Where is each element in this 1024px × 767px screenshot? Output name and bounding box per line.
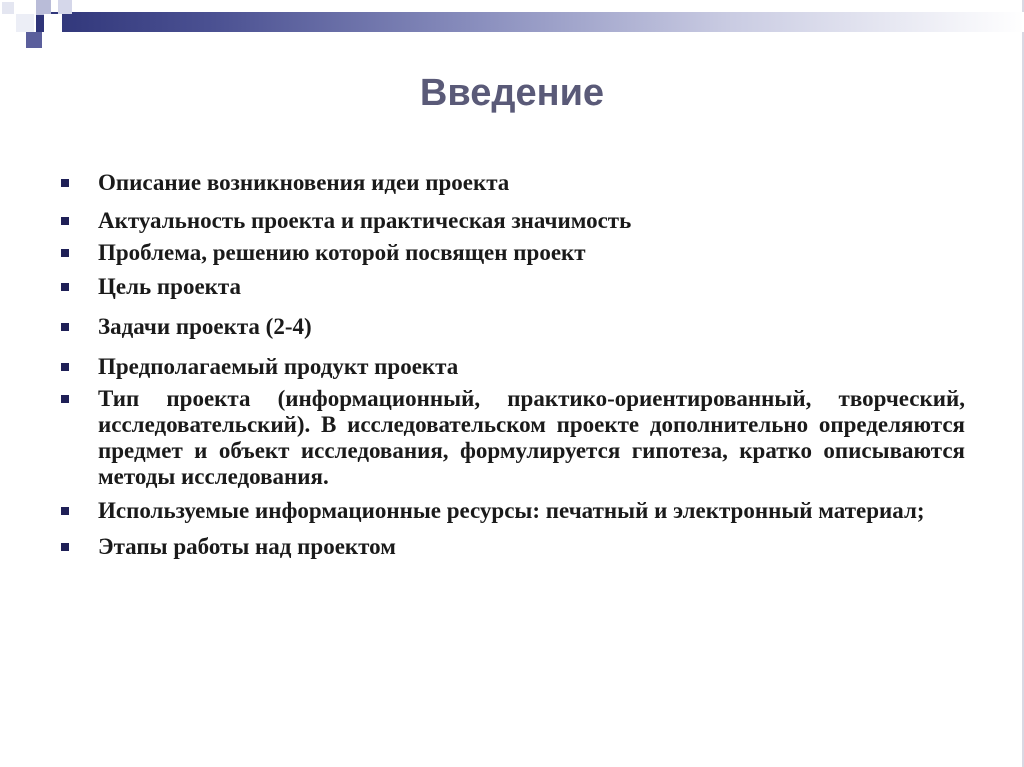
- decorative-square: [2, 2, 14, 14]
- list-item-text: Описание возникновения идеи проекта: [98, 170, 510, 195]
- square-bullet-icon: [61, 323, 69, 331]
- list-item: [60, 498, 965, 524]
- list-item: [60, 170, 965, 196]
- square-bullet-icon: [61, 179, 69, 187]
- list-item: [60, 208, 965, 234]
- header-gradient-bar: [36, 12, 1024, 32]
- square-bullet-icon: [61, 543, 69, 551]
- decorative-square: [58, 0, 72, 14]
- square-bullet-icon: [61, 217, 69, 225]
- list-item: [60, 240, 965, 266]
- list-item: [60, 534, 965, 560]
- list-item: [60, 314, 965, 340]
- list-item-text: Предполагаемый продукт проекта: [98, 354, 459, 379]
- list-item: [60, 354, 965, 380]
- decorative-square: [44, 14, 62, 32]
- list-item-text: Тип проекта (информационный, практико-ориентированный, творческий, исследовательский). В исследовательском проекте дополнительно определяются предмет и объект исследования, формулируется гипотеза, кратко описываются методы исследования.: [98, 386, 965, 489]
- square-bullet-icon: [61, 249, 69, 257]
- list-item-text: Используемые информационные ресурсы: печатный и электронный материал;: [98, 498, 925, 523]
- square-bullet-icon: [61, 363, 69, 371]
- list-item-text: Задачи проекта (2-4): [98, 314, 312, 339]
- list-item-text: Цель проекта: [98, 274, 241, 299]
- square-bullet-icon: [61, 395, 69, 403]
- slide-title: Введение: [419, 72, 605, 114]
- list-item-text: Этапы работы над проектом: [98, 534, 396, 559]
- square-bullet-icon: [61, 283, 69, 291]
- square-bullet-icon: [61, 507, 69, 515]
- list-item-text: Проблема, решению которой посвящен проект: [98, 240, 586, 265]
- decorative-square: [26, 32, 42, 48]
- decorative-square: [36, 0, 51, 15]
- list-item-text: Актуальность проекта и практическая значимость: [98, 208, 632, 233]
- bullet-list: [60, 170, 965, 560]
- list-item: [60, 274, 965, 300]
- decorative-square: [16, 14, 34, 32]
- list-item: [60, 386, 965, 490]
